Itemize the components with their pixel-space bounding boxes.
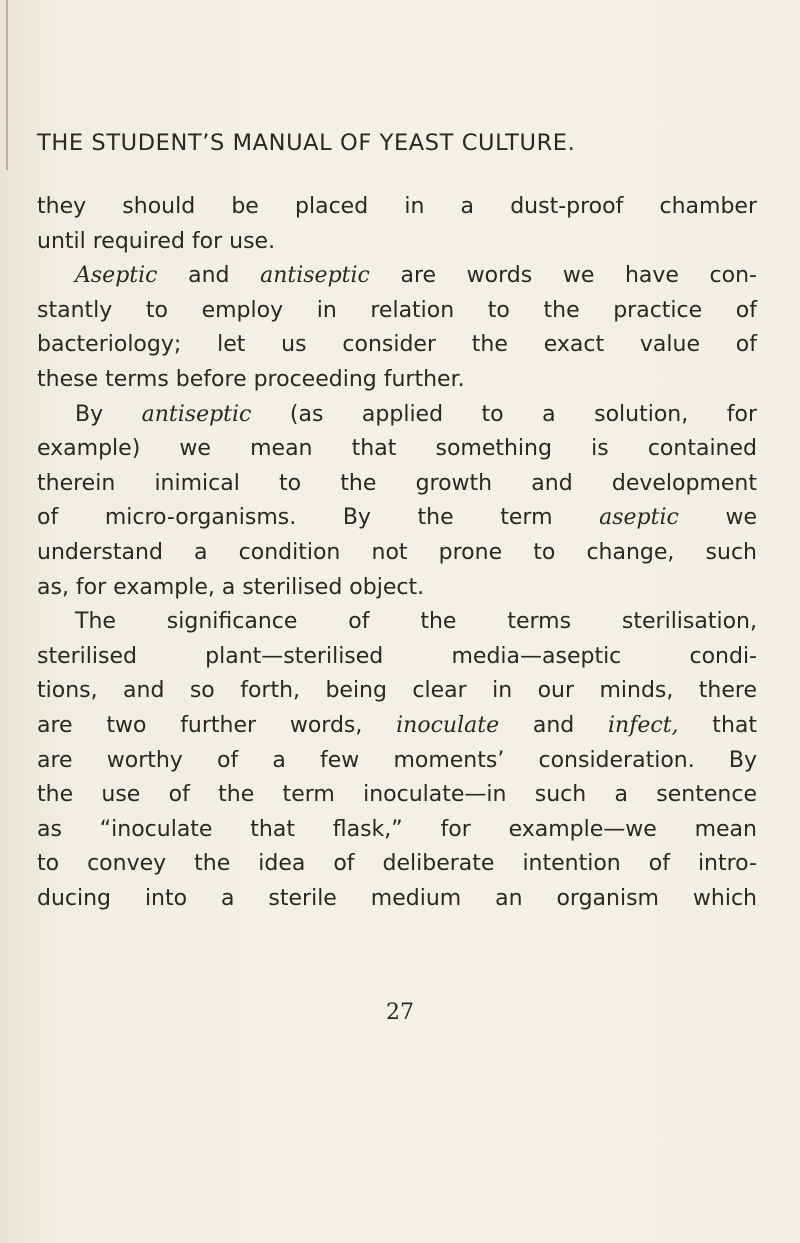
text-line: tions, and so forth, being clear in our minds, there <box>37 678 757 704</box>
text-line: understand a condition not prone to change, such <box>37 539 757 565</box>
page-number: 27 <box>386 1000 414 1025</box>
text-line: therein inimical to the growth and development <box>37 470 757 496</box>
text-line: are two further words, inoculate and infect, that <box>37 712 757 738</box>
text-line: Aseptic and antiseptic are words we have con- <box>75 263 757 289</box>
text-line: these terms before proceeding further. <box>37 366 465 392</box>
text-line: until required for use. <box>37 228 276 254</box>
italic-term: infect, <box>608 712 679 738</box>
italic-term: antiseptic <box>260 263 370 289</box>
italic-term: antiseptic <box>141 401 252 427</box>
binding-edge <box>6 0 8 170</box>
text-line: the use of the term inoculate—in such a sentence <box>37 782 757 808</box>
text-line: are worthy of a few moments’ consideration. By <box>37 747 757 773</box>
text-line: stantly to employ in relation to the practice of <box>37 297 757 323</box>
italic-term: inoculate <box>396 712 500 738</box>
text-line: example) we mean that something is contained <box>37 436 757 462</box>
text-line: By antiseptic (as applied to a solution, for <box>75 401 757 427</box>
text-line: sterilised plant—sterilised media—aseptic condi- <box>37 643 757 669</box>
text-line: as, for example, a sterilised object. <box>37 574 425 600</box>
italic-term: aseptic <box>599 505 679 531</box>
text-line: to convey the idea of deliberate intention of intro- <box>37 851 757 877</box>
italic-term: Aseptic <box>75 263 158 289</box>
text-line: bacteriology; let us consider the exact value of <box>37 332 757 358</box>
text-line: ducing into a sterile medium an organism which <box>37 885 757 911</box>
text-line: as “inoculate that flask,” for example—we mean <box>37 816 757 842</box>
text-line: The significance of the terms sterilisation, <box>75 609 757 635</box>
body-text <box>37 190 757 916</box>
running-title: THE STUDENT’S MANUAL OF YEAST CULTURE. <box>37 130 576 156</box>
text-line: they should be placed in a dust-proof chamber <box>37 194 757 219</box>
text-line: of micro-organisms. By the term aseptic we <box>37 505 757 531</box>
